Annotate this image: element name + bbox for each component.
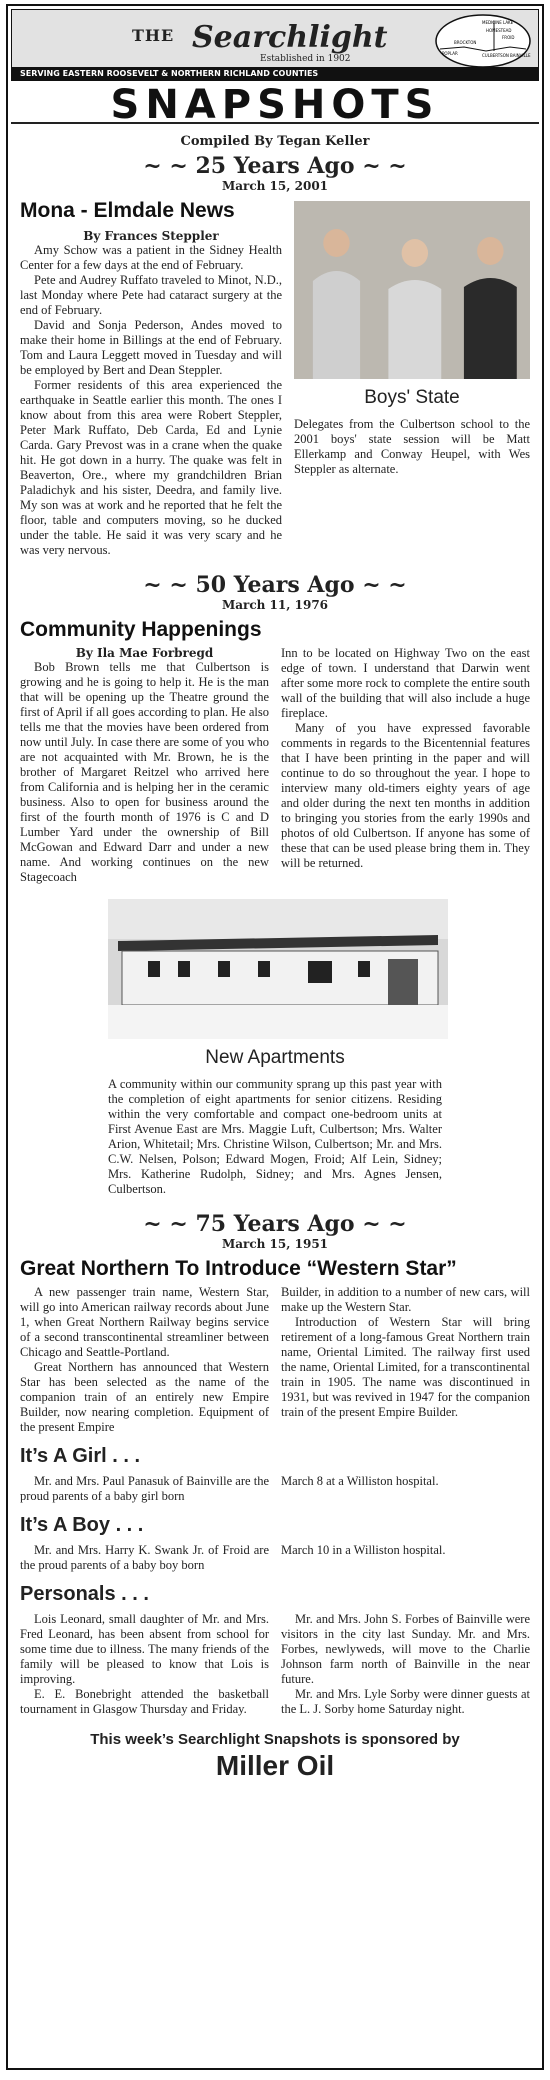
personals-row <box>8 1612 542 1717</box>
paragraph: Amy Schow was a patient in the Sidney Health Center for a few days at the end of February. <box>20 243 282 272</box>
its-a-girl-row <box>8 1474 542 1504</box>
masthead-established: Established in 1902 <box>260 54 351 64</box>
western-star-column-1 <box>20 1285 269 1435</box>
paragraph: Mr. and Mrs. Lyle Sorby were dinner guests at the L. J. Sorby home Saturday night. <box>281 1687 530 1716</box>
map-label-medicine-lake: MEDICINE LAKE <box>482 20 514 25</box>
mona-elmdale-headline: Mona - Elmdale News <box>20 199 235 222</box>
map-label-homestead: HOMESTEAD <box>486 28 512 33</box>
era-25-date: March 15, 2001 <box>221 179 329 193</box>
boys-state-text: Delegates from the Culbertson school to the 2001 boys' state session will be Matt Ellerkamp and Conway Heupel, with Wes Steppler as alternate. <box>294 417 530 476</box>
community-happenings-headline: Community Happenings <box>20 618 262 641</box>
paragraph: Pete and Audrey Ruffato traveled to Minot, N.D., last Monday where Pete had cataract surgery at the end of February. <box>20 273 282 317</box>
era-75-heading: ~ ~ 75 Years Ago ~ ~ <box>143 1211 407 1237</box>
newspaper-page <box>6 4 544 2070</box>
paragraph: David and Sonja Pederson, Andes moved to make their home in Billings at the end of February. Tom and Laura Leggett moved in Tuesday and will be employed by Bert and Dean Steppler. <box>20 318 282 377</box>
masthead-serving-bar: SERVING EASTERN ROOSEVELT & NORTHERN RICHLAND COUNTIES <box>12 67 538 80</box>
era-50-heading: ~ ~ 50 Years Ago ~ ~ <box>143 572 407 598</box>
boys-state-photo <box>294 201 530 379</box>
region-map-icon <box>434 13 532 69</box>
era-75-date: March 15, 1951 <box>221 1237 329 1251</box>
paragraph: Mr. and Mrs. John S. Forbes of Bainville were visitors in the city last Sunday. Mr. and Mrs. Forbes, newlyweds, will move to the Charlie Johnson farm north of Bainville in the near future. <box>281 1612 530 1686</box>
paragraph: Many of you have expressed favorable comments in regards to the Bicentennial features that I have been printing in the paper and will continue to do so throughout the year. I hope to interview many old-timers eighty years of age and older during the next ten months in addition to bringing you stories from the early 1990s and photos of old Culbertson. If anyone has some of these that can be used please bring them in. They will be returned. <box>281 721 530 870</box>
paragraph: March 10 in a Williston hospital. <box>281 1543 446 1557</box>
masthead-the: THE <box>132 26 175 45</box>
boys-state-column <box>294 199 530 558</box>
mona-elmdale-body <box>20 243 282 558</box>
page-title: SNAPSHOTS <box>11 84 539 124</box>
new-apartments-photo <box>108 899 448 1039</box>
sponsor-line: This week’s Searchlight Snapshots is sponsored by <box>90 1731 460 1748</box>
western-star-column-2 <box>281 1285 530 1435</box>
sponsor-name: Miller Oil <box>215 1750 335 1781</box>
its-a-boy-row <box>8 1543 542 1573</box>
era-25-heading: ~ ~ 25 Years Ago ~ ~ <box>143 153 407 179</box>
paragraph: Builder, in addition to a number of new cars, will make up the Western Star. <box>281 1285 530 1314</box>
paragraph: Bob Brown tells me that Culbertson is growing and he is going to help it. He is the man that will be opening up the Theatre ground the first of April if all goes according to plan. He also tells me that the movies have been ordered from now until July. In case there are some of you who are not acquainted with Mr. Brown, he is the brother of Margaret Reitzel who arrived here from California and is helping her in the ceramic business. Also to open for business around the first of the fourth month of 1976 is C and D Lumber Yard under the ownership of Bill McGowan and Edward Darr and under a new name. And working continues on the new Stagecoach <box>20 660 269 884</box>
map-label-poplar: POPLAR <box>442 51 458 56</box>
community-byline: By Ila Mae Forbregd <box>75 646 214 660</box>
paragraph: Mr. and Mrs. Harry K. Swank Jr. of Froid are the proud parents of a baby boy born <box>20 1543 269 1572</box>
paragraph: Great Northern has announced that Western Star has been selected as the name of the companion train of an entirely new Empire Builder, now nearing completion. Equipment of the present Empire <box>20 1360 269 1434</box>
mona-elmdale-byline: By Frances Steppler <box>83 229 219 243</box>
paragraph: Inn to be located on Highway Two on the east edge of town. I understand that Darwin went after some more rock to complete the entire south wall of the building that will also include a huge fireplace. <box>281 646 530 720</box>
paragraph: March 8 at a Williston hospital. <box>281 1474 439 1488</box>
personals-column-2 <box>281 1612 530 1717</box>
its-a-boy-heading: It’s A Boy . . . <box>20 1514 144 1536</box>
compiled-by: Compiled By Tegan Keller <box>180 134 370 149</box>
paragraph: A new passenger train name, Western Star, will go into American railway records about June 1, when Great Northern Railway begins service of a second transcontinental streamliner between Chicago and Seattle-Portland. <box>20 1285 269 1359</box>
boys-state-caption: Boys' State <box>364 387 460 408</box>
map-label-brockton: BROCKTON <box>454 40 477 45</box>
personals-heading: Personals . . . <box>20 1583 149 1605</box>
section-50-row <box>8 646 542 885</box>
new-apartments-caption: New Apartments <box>205 1047 345 1068</box>
era-50-date: March 11, 1976 <box>221 598 329 612</box>
western-star-row <box>8 1285 542 1435</box>
three-boys-image <box>294 201 530 379</box>
its-a-girl-heading: It’s A Girl . . . <box>20 1445 141 1467</box>
masthead <box>11 9 539 81</box>
apartment-building-image <box>108 899 448 1039</box>
map-label-culbertson: CULBERTSON <box>482 53 509 58</box>
paragraph: Mr. and Mrs. Paul Panasuk of Bainville are the proud parents of a baby girl born <box>20 1474 269 1503</box>
mona-elmdale-column <box>20 199 282 558</box>
map-label-bainville: BAINVILLE <box>510 53 531 58</box>
paragraph: E. E. Bonebright attended the basketball tournament in Glasgow Thursday and Friday. <box>20 1687 269 1716</box>
community-column-1 <box>20 646 269 885</box>
map-label-froid: FROID <box>502 35 515 40</box>
personals-column-1 <box>20 1612 269 1717</box>
paragraph: Former residents of this area experienced the earthquake in Seattle earlier this month. The ones I know about from this area were Robert Steppler, Peter Mark Ruffato, Deb Carda, Ed and Lynie Carda. Gary Prevost was in a crane when the quake hit. He got down in a hurry. The quake was felt in Beaverton, Ore., where my grandchildren Brian Paladichyk and his sister, Deedra, and family live. My son was at work and he reported that he felt the floor, table and computers moving, so he ducked under the table. He said it was very scary and he was very nervous. <box>20 378 282 557</box>
new-apartments-text: A community within our community sprang up this past year with the completion of eight apartments for senior citizens. Residing within the very comfortable and compact one-bedroom units at First Avenue East are Mrs. Maggie Luft, Culbertson; Mrs. Walter Arion, Whitetail; Mrs. Christine Wilson, Culbertson; Mr. and Mrs. C.W. Nelsen, Polson; Edward Mogen, Froid; Alf Lein, Sidney; Mrs. Katherine Rudolph, Sidney; and Mrs. Agnes Jensen, Culbertson. <box>108 1077 442 1196</box>
paragraph: Lois Leonard, small daughter of Mr. and Mrs. Fred Leonard, has been absent from school for some time due to illness. The many friends of the family will be pleased to know that Lois is improving. <box>20 1612 269 1686</box>
masthead-name: Searchlight <box>192 20 388 55</box>
section-25-row <box>8 199 542 558</box>
paragraph: Introduction of Western Star will bring retirement of a long-famous Great Northern train name, Oriental Limited. The railway first used the name, Oriental Limited, for a transcontinental train in 1905. The name was discontinued in 1931, but was revived in 1947 for the companion train of the present Empire Builder. <box>281 1315 530 1419</box>
community-column-2 <box>281 646 530 885</box>
western-star-headline: Great Northern To Introduce “Western Star” <box>20 1257 457 1280</box>
